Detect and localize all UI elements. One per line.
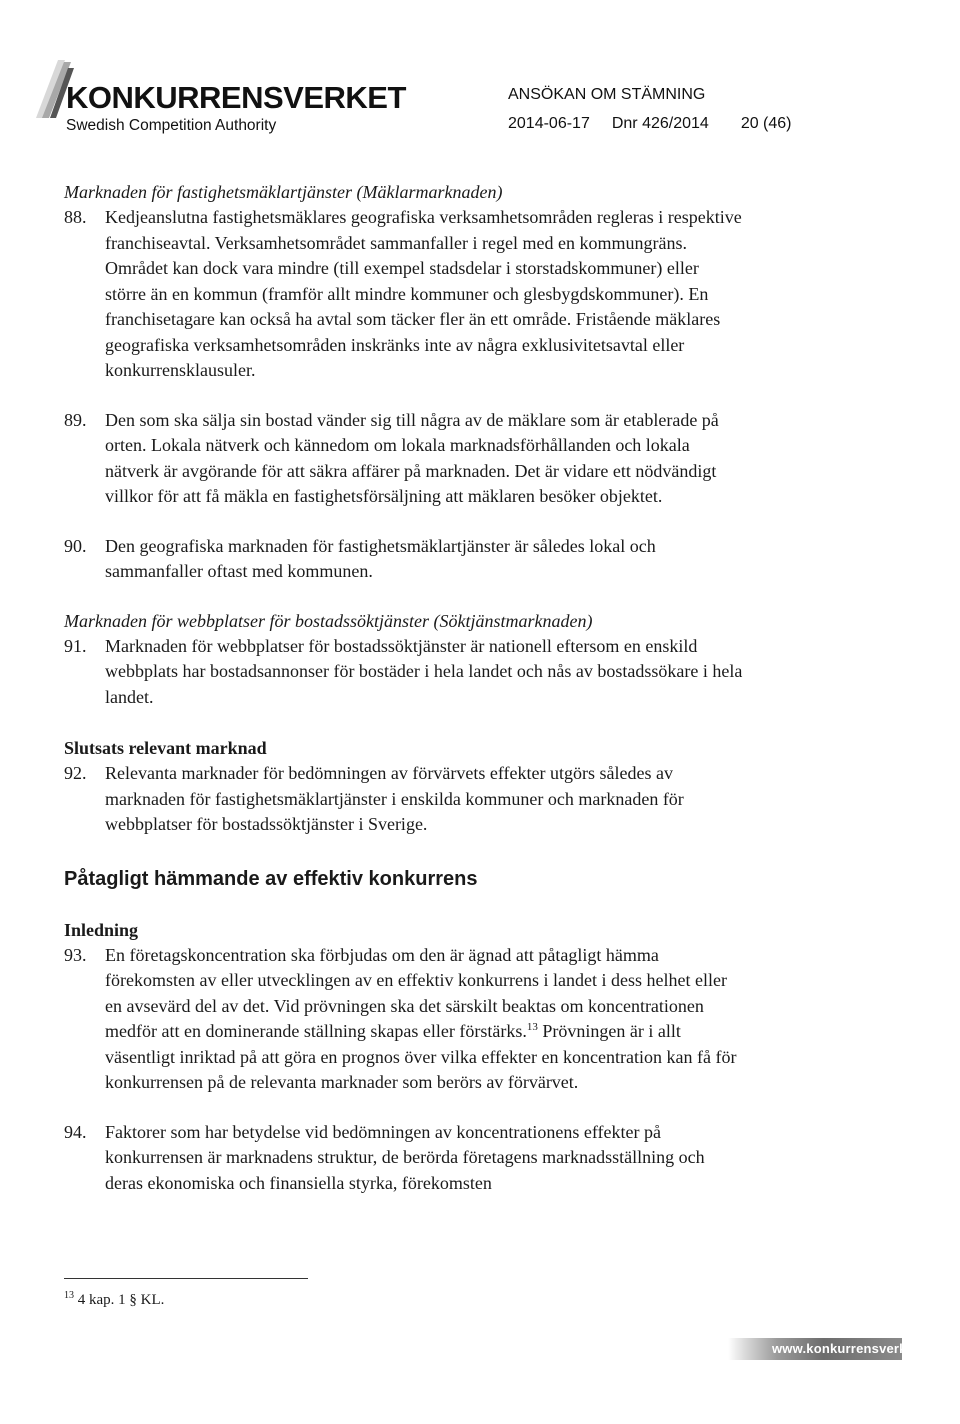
page-number: 20 (46) [740,115,792,132]
footnote [64,1292,164,1309]
page-header [0,0,960,160]
paragraph-text: Den geografiska marknaden för fastighetsmäklartjänster är således lokal och sammanfaller oftast med kommunen. [105,535,656,581]
paragraph-88 [64,205,744,384]
org-name: KONKURRENSVERKET [66,80,406,115]
paragraph-94 [64,1120,744,1197]
paragraph-89 [64,408,744,510]
paragraph-text: Relevanta marknader för bedömningen av förvärvets effekter utgörs således av marknaden för fastighetsmäklartjänster i enskilda kommuner och marknaden för webbplatser för bostadssöktjänster i Sverige. [105,763,684,834]
footer-url-link[interactable]: www.konkurrensverket.se [772,1341,938,1356]
paragraph-text [105,943,744,1096]
document-body [64,180,744,1196]
paragraph-90 [64,534,744,585]
paragraph-number: 90. [64,535,87,556]
document-meta [508,115,792,133]
paragraph-92 [64,761,744,838]
paragraph-number: 89. [64,409,87,430]
paragraph-text: Den som ska sälja sin bostad vänder sig till några av de mäklare som är etablerade på orten. Lokala nätverk och kännedom om lokala marknadsförhållanden och lokala nätverk är avgörande för att säkra affärer på marknaden. Det är vidare ett nödvändigt villkor för att få mäkla en fastighetsförsäljning att mäklaren besöker objektet. [105,409,719,506]
paragraph-text-part: Prövningen är i allt väsentligt inriktad på att göra en prognos över vilka effekter en koncentration kan få för konkurrensen på de relevanta marknader som berörs av förvärvet. [105,1021,737,1092]
paragraph-text: Faktorer som har betydelse vid bedömningen av koncentrationens effekter på konkurrensen är marknadens struktur, de berörda företagens marknadsställning och deras ekonomiska och finansiella styrka, förekomsten [105,1121,705,1193]
subheading-soktjanstmarknaden: Marknaden för webbplatser för bostadssöktjänster (Söktjänstmarknaden) [64,610,593,631]
subheading-maklarmarknaden: Marknaden för fastighetsmäklartjänster (Mäklarmarknaden) [64,182,503,202]
paragraph-93 [64,943,744,1096]
footnote-text: 4 kap. 1 § KL. [74,1292,165,1308]
section-heading: Påtagligt hämmande av effektiv konkurrens [64,867,478,890]
document-type: ANSÖKAN OM STÄMNING [508,86,706,103]
paragraph-text: Kedjeanslutna fastighetsmäklares geografiska verksamhetsområden regleras i respektive franchiseavtal. Verksamhetsområdet sammanfaller i regel med en kommungräns. Området kan dock vara mindre (till exempel stadsdelar i storstadskommuner) eller större än en kommun (framför allt mindre kommuner och glesbygdskommuner). En franchisetagare kan också ha avtal som täcker fler än ett område. Fristående mäklares geografiska verksamhetsområden inskränks inte av några exklusivitetsavtal eller konkurrensklausuler. [105,207,742,380]
heading-inledning: Inledning [64,919,139,940]
footnote-divider [64,1278,308,1279]
paragraph-number: 92. [64,763,87,783]
paragraph-number: 94. [64,1121,87,1142]
footnote-number: 13 [64,1290,74,1301]
paragraph-text-part: En företagskoncentration ska förbjudas om den är ägnad att påtagligt hämma förekomsten av eller utvecklingen av en effektiv konkurrens i landet i dess helhet eller en avsevärd del av det. Vid prövningen ska det särskilt beaktas om koncentrationen medför att en dominerande ställning skapas eller förstärks. [105,944,727,1041]
paragraph-text: Marknaden för webbplatser för bostadssöktjänster är nationell eftersom en enskild webbplats har bostadsannonser för bostäder i hela landet och nås av bostadssökare i hela landet. [105,635,743,707]
case-number: Dnr 426/2014 [611,115,709,132]
paragraph-number: 88. [64,207,87,227]
paragraph-number: 91. [64,635,87,656]
footnote-ref[interactable]: 13 [526,1021,538,1033]
heading-slutsats: Slutsats relevant marknad [64,738,267,758]
document-date: 2014-06-17 [508,115,590,132]
paragraph-number: 93. [64,944,87,965]
org-subtitle: Swedish Competition Authority [66,117,277,134]
paragraph-91 [64,634,744,711]
